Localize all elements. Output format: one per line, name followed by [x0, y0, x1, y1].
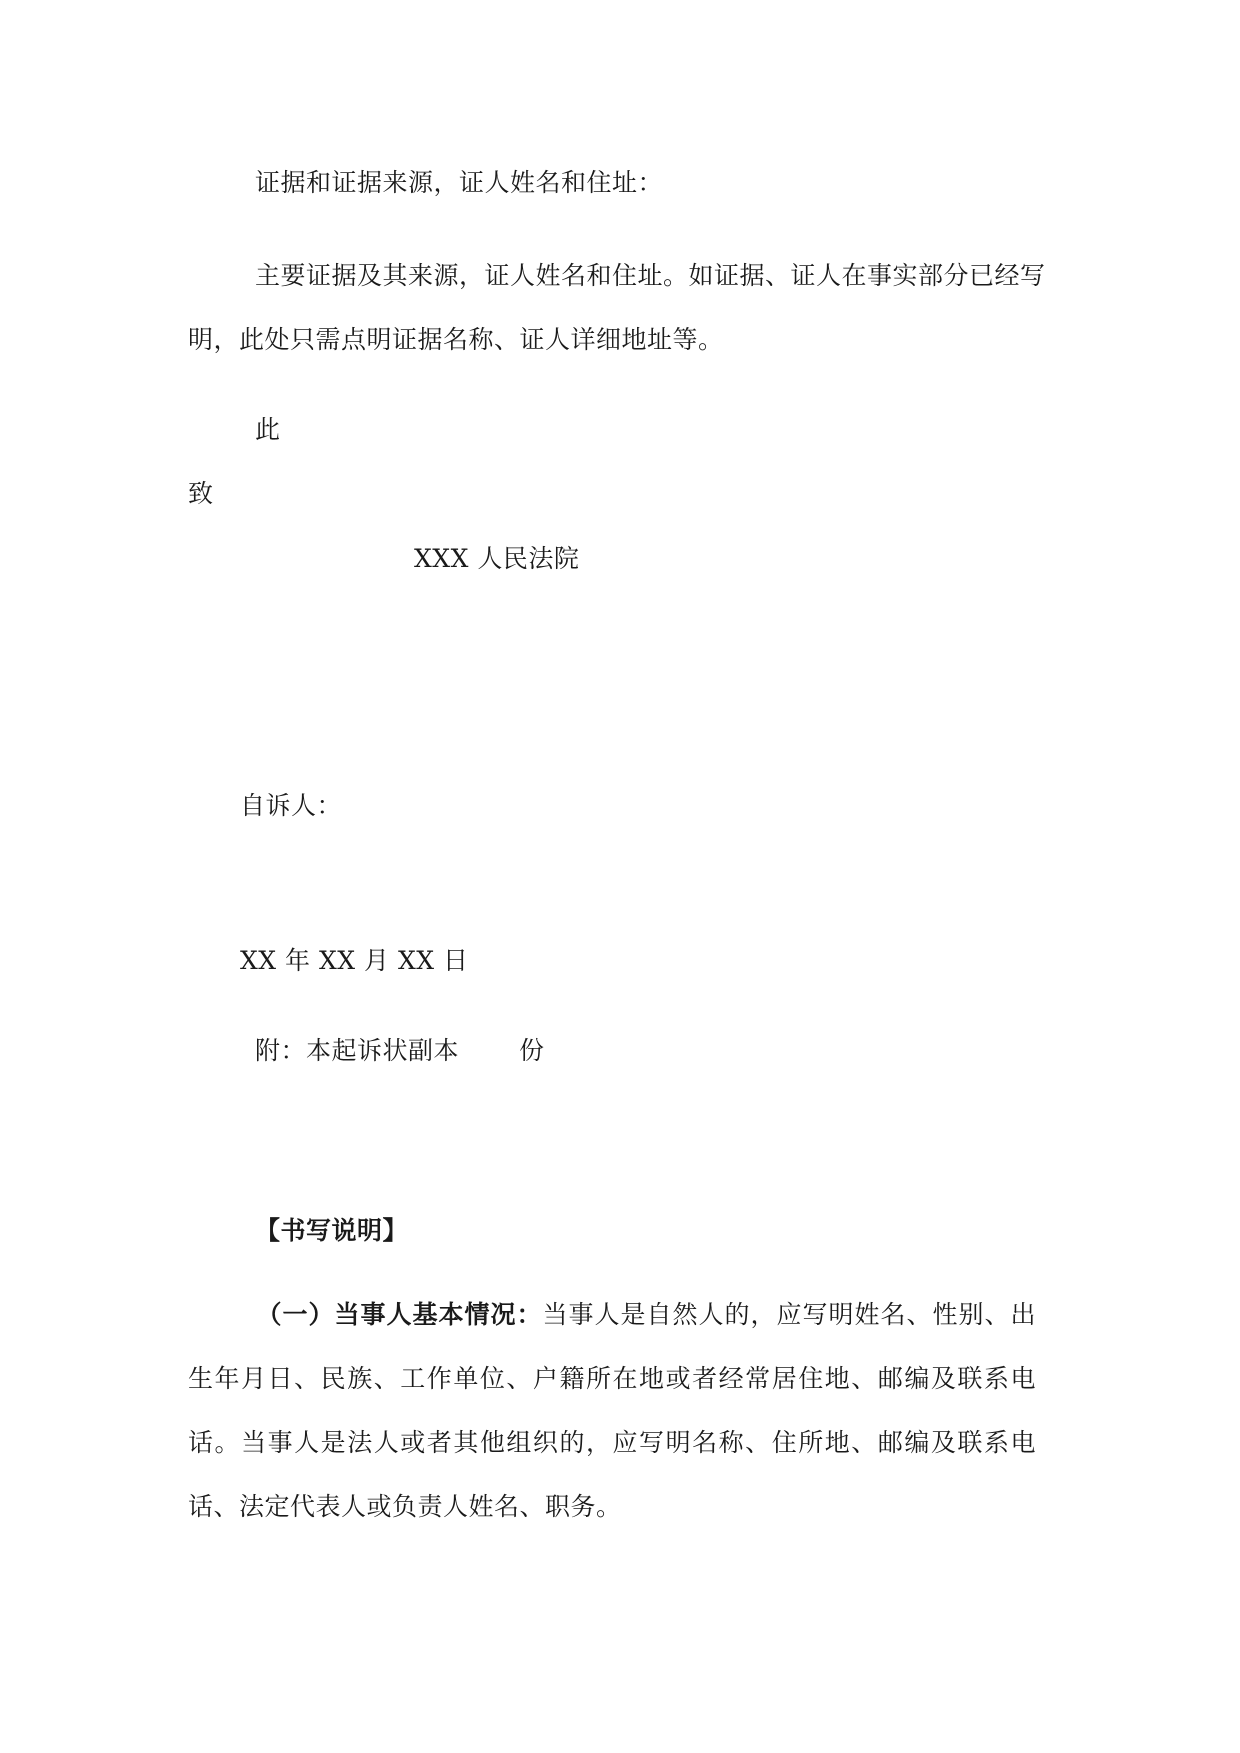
attachment-unit: 份	[519, 1036, 545, 1065]
instruction-1-text: 当事人是自然人的，应写明姓名、性别、出生年月日、民族、工作单位、户籍所在地或者经常居住地、邮编及联系电话。当事人是法人或者其他组织的，应写明名称、住所地、邮编及联系电话、法定代表人或负责人姓名、职务。	[188, 1300, 1036, 1521]
evidence-heading: 证据和证据来源，证人姓名和住址：	[255, 168, 664, 197]
evidence-body-line-1: 主要证据及其来源，证人姓名和住址。如证据、证人在事实部分已经写	[255, 261, 1046, 290]
evidence-body-line-2: 明，此处只需点明证据名称、证人详细地址等。	[188, 325, 724, 354]
instruction-1-label: （一）当事人基本情况：	[256, 1300, 543, 1329]
plaintiff-label: 自诉人：	[240, 791, 343, 820]
signature-date: XX 年 XX 月 XX 日	[240, 946, 469, 975]
closing-zhi: 致	[188, 479, 214, 508]
court-name: XXX 人民法院	[414, 544, 580, 573]
instructions-title: 【书写说明】	[255, 1216, 409, 1245]
attachment-label: 附：本起诉状副本	[255, 1036, 460, 1065]
closing-ci: 此	[255, 415, 281, 444]
instruction-paragraph-1	[188, 1283, 1036, 1539]
